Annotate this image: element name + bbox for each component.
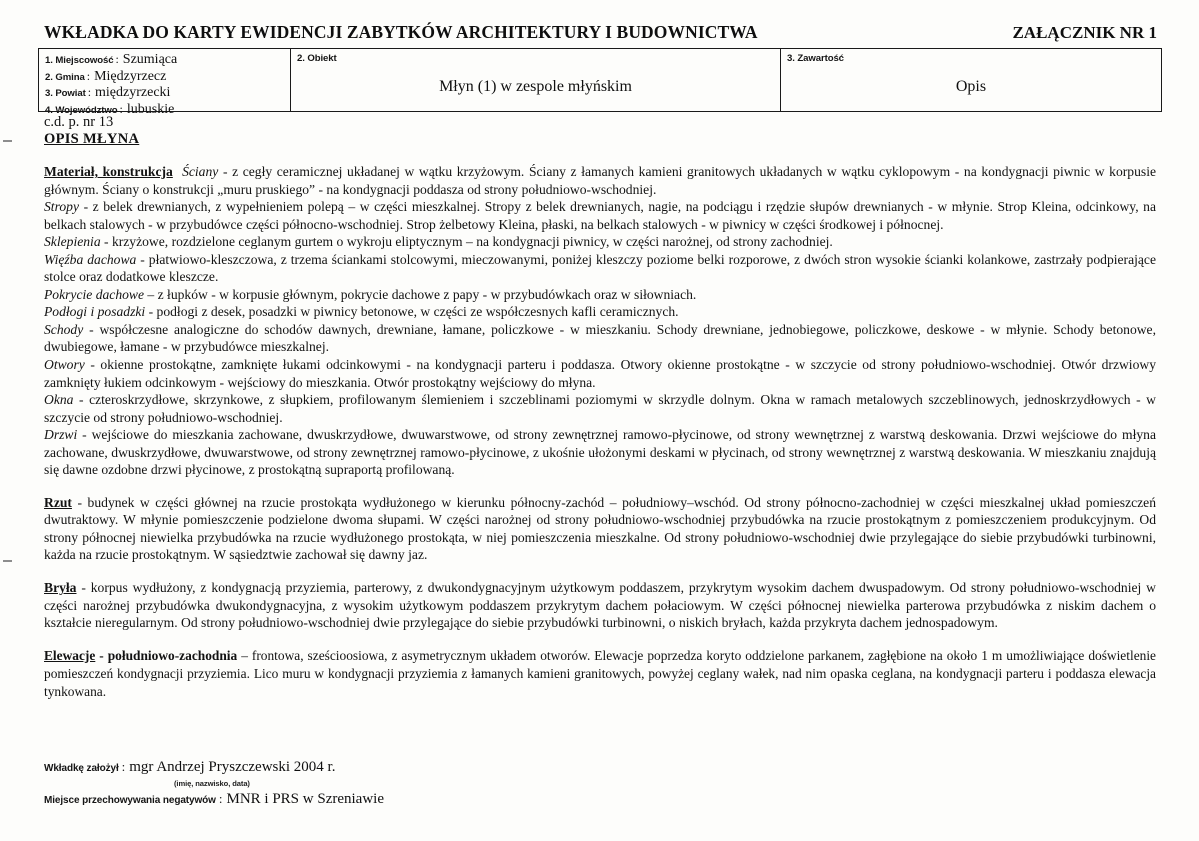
paragraph-rzut-lead: Rzut xyxy=(44,494,72,510)
material-text-sklepienia: - krzyżowe, rozdzielone ceglanym gurtem o wykroju eliptycznym – na kondygnacji piwnicy, w części narożnej, od strony zachodniej. xyxy=(100,234,833,250)
field-locality-value: Szumiąca xyxy=(122,52,178,67)
paragraph-otwory xyxy=(44,356,1156,391)
field-commune-value: Międzyrzecz xyxy=(94,68,167,84)
field-county-value: międzyrzecki xyxy=(95,85,171,100)
scan-artifact xyxy=(3,140,12,142)
material-sub-sklepienia: Sklepienia xyxy=(44,234,101,250)
document-body xyxy=(44,163,1156,701)
paragraph-elewacje-lead: Elewacje xyxy=(44,647,96,663)
field-county-label: 3. Powiat xyxy=(45,88,86,99)
material-sub-drzwi: Drzwi xyxy=(44,427,78,443)
field-commune xyxy=(45,69,290,86)
footer-author-separator: : xyxy=(121,759,126,774)
content-cell xyxy=(781,49,1161,111)
material-sub-sciany: Ściany xyxy=(182,164,219,179)
paragraph-elewacje xyxy=(44,647,1156,701)
field-locality-label: 1. Miejscowość xyxy=(45,55,114,66)
page-title: WKŁADKA DO KARTY EWIDENCJI ZABYTKÓW ARCHITEKTURY I BUDOWNICTWA xyxy=(44,22,758,42)
paragraph-wiezba xyxy=(44,251,1156,286)
material-text-okna: - czteroskrzydłowe, skrzynkowe, z słupkiem, profilowanym ślemieniem i szczeblinami poziomymi w skrzydle dolnym. Okna w ramach metalowych szczeblinowych, jednoskrzydłowych - w szczycie od strony południowo-wschodniej. xyxy=(44,392,1156,425)
section-heading: OPIS MŁYNA xyxy=(44,131,140,147)
paragraph-okna xyxy=(44,391,1156,426)
material-sub-schody: Schody xyxy=(44,321,84,337)
material-sub-pokrycie: Pokrycie dachowe xyxy=(44,286,145,302)
scan-artifact xyxy=(3,560,12,562)
paragraph-schody xyxy=(44,321,1156,356)
paragraph-sklepienia xyxy=(44,233,1156,251)
material-text-otwory: - okienne prostokątne, zamknięte łukami odcinkowymi - na kondygnacji parteru i poddasza. Otwory okienne prostokątne - w szczycie od strony południowo-wschodniej. Otwór drzwiowy zamknięty łukiem odcinkowym - wejściowy do mieszkania. Otwór prostokątny wejściowy do młyna. xyxy=(44,357,1156,390)
object-cell xyxy=(291,49,781,111)
field-county xyxy=(45,85,290,102)
field-commune-label: 2. Gmina xyxy=(45,71,85,83)
field-locality xyxy=(45,52,290,69)
material-sub-wiezba: Więźba dachowa xyxy=(44,251,137,267)
material-text-sciany: - z cegły ceramicznej układanej w wątku krzyżowym. Ściany z łamanych kamieni granitowych układanych w wątku cyklopowym - na kondygnacji piwnic w korpusie głównym. Ściany o konstrukcji „muru pruskiego” - na kondygnacji poddasza od strony południowo-wschodniej. xyxy=(44,164,1157,197)
footer-author-caption: (imię, nazwisko, data) xyxy=(174,779,250,788)
footer-negatives-separator: : xyxy=(218,791,223,806)
paragraph-elewacje-lead2: - południowo-zachodnia xyxy=(95,647,238,663)
paragraph-bryla-lead: Bryła xyxy=(44,580,77,596)
paragraph-bryla-text: - korpus wydłużony, z kondygnacją przyziemia, parterowy, z dwukondygnacyjnym użytkowym poddaszem, przykrytym wysokim dachem dwuspadowym. Od strony południowo-wschodniej w części narożnej przybudówka dwukondygnacyjna, z wysokim użytkowym poddaszem przykrytym dachem połaciowym. W części północnej niewielka parterowa przybudówka z niskim dachem o kształcie nieregularnym. Od strony południowo-wschodniej dwie przylegające do siebie przybudówki turbinowni, o niskich bryłach, każda przykryta dachem jednospadowym. xyxy=(44,580,1156,631)
material-sub-stropy: Stropy xyxy=(44,199,79,215)
footer-negatives-line xyxy=(44,789,744,810)
document-footer xyxy=(44,757,744,810)
content-label: 3. Zawartość xyxy=(787,53,844,64)
footer-negatives-label: Miejsce przechowywania negatywów xyxy=(44,795,216,806)
field-voivodeship-label: 4. Województwo xyxy=(45,104,118,116)
footer-author-line xyxy=(44,757,744,778)
field-county-separator: : xyxy=(87,85,92,99)
document-header xyxy=(0,22,1199,48)
paragraph-stropy xyxy=(44,198,1156,233)
content-value: Opis xyxy=(955,78,987,95)
paragraph-drzwi xyxy=(44,426,1156,479)
footer-author-label: Wkładkę założył xyxy=(44,763,119,774)
object-label: 2. Obiekt xyxy=(297,53,337,64)
paragraph-bryla xyxy=(44,579,1156,632)
material-sub-otwory: Otwory xyxy=(44,357,85,373)
material-sub-podlogi: Podłogi i posadzki xyxy=(44,304,146,320)
location-cell xyxy=(39,49,291,117)
paragraph-pokrycie xyxy=(44,286,1156,304)
material-text-schody: - współczesne analogiczne do schodów dawnych, drewniane, łamane, policzkowe - w mieszkaniu. Schody drewniane, jednobiegowe, policzkowe, deskowe - w młynie. Schody betonowe, dwubiegowe, łamane - w przybudówce mieszkalnej. xyxy=(44,321,1156,355)
paragraph-rzut xyxy=(44,494,1156,564)
footer-negatives-value: MNR i PRS w Szreniawie xyxy=(226,791,384,807)
annex-label: ZAŁĄCZNIK NR 1 xyxy=(1012,23,1157,42)
paragraph-podlogi xyxy=(44,303,1156,321)
material-text-stropy: - z belek drewnianych, z wypełnieniem polepą – w części mieszkalnej. Stropy z belek drewnianych, nagie, na podciągu i rzędzie słupów drewnianych - w młynie. Strop Kleina, odcinkowy, na belkach stalowych - w przybudówce części północno-wschodniej. Strop żelbetowy Kleina, płaski, na belkach stalowych - w piwnicy w części środkowej i północnej. xyxy=(44,199,1156,232)
material-text-wiezba: - płatwiowo-kleszczowa, z trzema ściankami stolcowymi, mieczowanymi, poniżej kleszczy poziome belki rozporowe, z dwóch stron wysokie ścianki kolankowe, zastrzały podpierające stolce oraz dodatkowe kleszcze. xyxy=(44,251,1156,285)
field-voivodeship-separator: : xyxy=(119,101,123,116)
object-value: Młyn (1) w zespole młyńskim xyxy=(439,78,632,95)
paragraph-material-lead: Materiał, konstrukcja xyxy=(44,164,173,179)
material-sub-okna: Okna xyxy=(44,392,74,408)
continuation-note: c.d. p. nr 13 xyxy=(44,114,114,130)
paragraph-rzut-text: - budynek w części głównej na rzucie prostokąta wydłużonego w kierunku północny-zachód – południowy–wschód. Od strony północno-zachodniej w części mieszkalnej układ pomieszczeń dwutraktowy. W młynie pomieszczenie podzielone dwoma słupami. W części narożnej od strony południowo-wschodniej przybudówka na rzucie prostokątnym z pomieszczeniem produkcyjnym. Od strony północnej niewielka przybudówka na rzucie wydłużonego prostokąta, w niej pomieszczenia mieszkalne. Od strony południowo-wschodniej dwie przylegające do siebie przybudówki turbinowni, każda na rzucie prostokątnym. W sąsiedztwie zachował się dawny jaz. xyxy=(44,494,1156,563)
material-text-pokrycie: – z łupków - w korpusie głównym, pokrycie dachowe z papy - w przybudówkach oraz w siłowniach. xyxy=(144,286,697,302)
field-voivodeship-value: lubuskie xyxy=(126,101,175,117)
field-locality-separator: : xyxy=(115,52,119,66)
material-text-drzwi: - wejściowe do mieszkania zachowane, dwuskrzydłowe, dwuwarstwowe, od strony zewnętrznej ramowo-płycinowe, od strony wewnętrznej z warstwą deskowania. Drzwi wejściowe do młyna zachowane, dwuskrzydłowe, dwuwarstwowe, od strony zewnętrznej ramowo-płycinowe, z ukośnie ułożonymi deskami w płycinach, od strony wewnętrznej z warstwą deskowania. W mieszkaniu znajdują się dawne ozdobne drzwi płycinowe, z prostokątną supraportą profilowaną. xyxy=(44,427,1156,478)
paragraph-elewacje-text: – frontowa, sześcioosiowa, z asymetrycznym układem otworów. Elewacje poprzedza koryto oddzielone parkanem, zagłębione na około 1 m umożliwiające doświetlenie pomieszczeń kondygnacji przyziemia. Lico muru w kondygnacji przyziemia z łamanych kamieni granitowych, powyżej ceglany wałek, nad nim opaska ceglana, na kondygnacji parteru i poddasza elewacja tynkowana. xyxy=(44,647,1156,699)
footer-author-value: mgr Andrzej Pryszczewski 2004 r. xyxy=(129,759,336,775)
paragraph-material xyxy=(44,163,1156,198)
field-commune-separator: : xyxy=(86,68,91,83)
identification-table xyxy=(38,48,1162,117)
material-text-podlogi: - podłogi z desek, posadzki w piwnicy betonowe, w części ze współczesnych kafli ceramicznych. xyxy=(145,304,679,320)
